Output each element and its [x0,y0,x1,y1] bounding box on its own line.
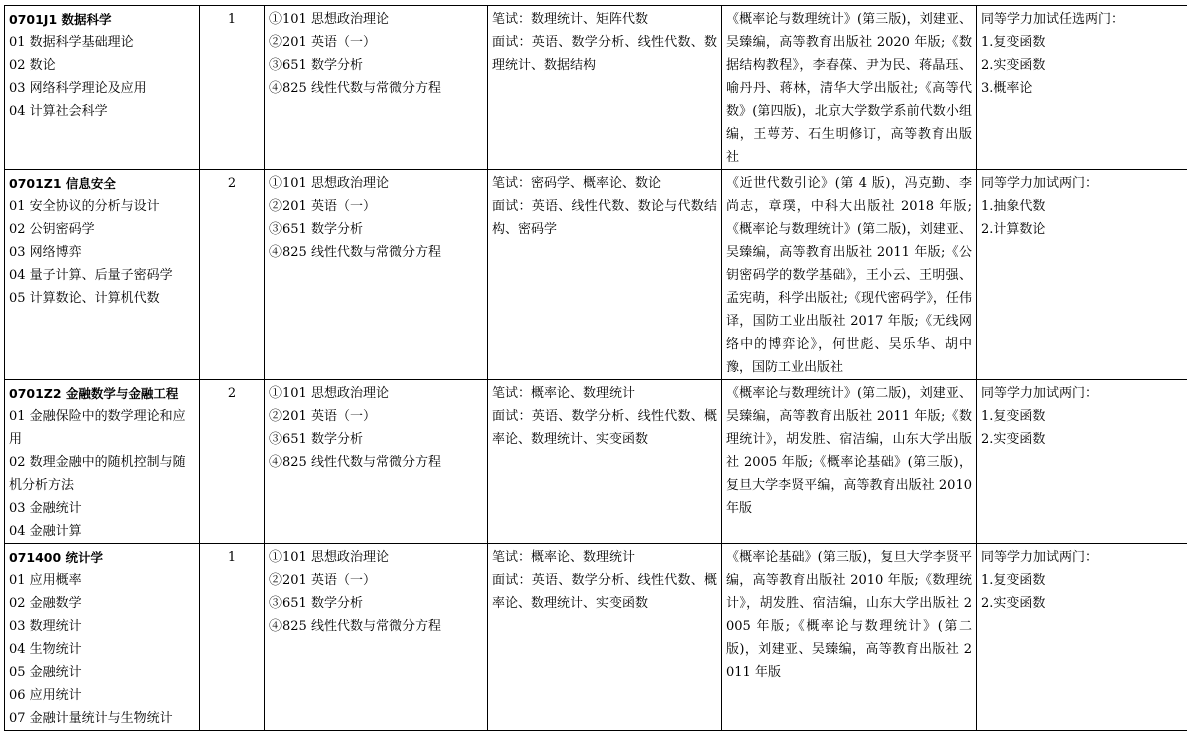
exam-subject: ①101 思想政治理论 [269,382,483,405]
exam-subject: ④825 线性代数与常微分方程 [269,451,483,474]
program-table [4,5,1187,731]
major-title: 0701Z1 信息安全 [9,172,195,195]
direction-item: 01 安全协议的分析与设计 [9,195,195,218]
major-cell [5,544,200,731]
retest-written: 笔试：概率论、数理统计 [492,382,717,405]
exam-subjects-cell [265,380,488,544]
major-cell [5,170,200,380]
major-title: 071400 统计学 [9,546,195,569]
exam-subject: ③651 数学分析 [269,592,483,615]
table-row [5,6,1187,170]
exam-subject: ①101 思想政治理论 [269,172,483,195]
retest-interview: 面试：英语、数学分析、线性代数、概率论、数理统计、实变函数 [492,405,717,451]
exam-subject: ④825 线性代数与常微分方程 [269,241,483,264]
note-line: 2.实变函数 [981,592,1187,615]
note-line: 1.复变函数 [981,569,1187,592]
retest-cell [488,6,722,170]
major-title: 0701Z2 金融数学与金融工程 [9,382,195,405]
exam-subject: ①101 思想政治理论 [269,546,483,569]
direction-item: 02 数论 [9,54,195,77]
note-line: 同等学力加试任选两门： [981,8,1187,31]
note-line: 1.抽象代数 [981,195,1187,218]
reference-books-cell: 《近世代数引论》(第 4 版)，冯克勤、李尚志，章璞，中科大出版社 2018 年版;《概率论与数理统计》(第二版)，刘建亚、吴臻编，高等教育出版社 2011 年版;《公钥密码学的数学基础》，王小云、王明强、孟宪萌，科学出版社;《现代密码学》，任伟译，国防工业出版社 2017 年版;《无线网络中的博弈论》，何世彪、吴乐华、胡中豫，国防工业出版社 [722,170,977,380]
exam-subject: ③651 数学分析 [269,428,483,451]
direction-item: 01 金融保险中的数学理论和应用 [9,405,195,451]
retest-written: 笔试：概率论、数理统计 [492,546,717,569]
direction-item: 03 网络科学理论及应用 [9,77,195,100]
exam-subject: ③651 数学分析 [269,218,483,241]
notes-cell [977,544,1187,731]
direction-item: 01 数据科学基础理论 [9,31,195,54]
retest-written: 笔试：密码学、概率论、数论 [492,172,717,195]
direction-item: 04 计算社会科学 [9,100,195,123]
direction-item: 06 应用统计 [9,684,195,707]
table-row [5,380,1187,544]
note-line: 2.实变函数 [981,428,1187,451]
exam-subject: ①101 思想政治理论 [269,8,483,31]
note-line: 2.实变函数 [981,54,1187,77]
note-line: 3.概率论 [981,77,1187,100]
note-line: 同等学力加试两门： [981,172,1187,195]
retest-interview: 面试：英语、数学分析、线性代数、概率论、数理统计、实变函数 [492,569,717,615]
table-row [5,544,1187,731]
enrollment-cell: 2 [200,170,265,380]
enrollment-cell: 2 [200,380,265,544]
reference-books-cell: 《概率论与数理统计》(第三版)，刘建亚、吴臻编，高等教育出版社 2020 年版;《数据结构教程》，李春葆、尹为民、蒋晶珏、喻丹丹、蒋林，清华大学出版社;《高等代数》(第四版)，北京大学数学系前代数小组编，王萼芳、石生明修订，高等教育出版社 [722,6,977,170]
exam-subject: ②201 英语（一） [269,195,483,218]
notes-cell [977,170,1187,380]
direction-item: 05 计算数论、计算机代数 [9,287,195,310]
reference-books-cell: 《概率论与数理统计》(第二版)，刘建亚、吴臻编，高等教育出版社 2011 年版;《数理统计》，胡发胜、宿洁编，山东大学出版社 2005 年版;《概率论基础》(第三版)，复旦大学李贤平编，高等教育出版社 2010 年版 [722,380,977,544]
direction-item: 07 金融计量统计与生物统计 [9,707,195,730]
note-line: 1.复变函数 [981,405,1187,428]
note-line: 1.复变函数 [981,31,1187,54]
direction-item: 02 金融数学 [9,592,195,615]
exam-subject: ④825 线性代数与常微分方程 [269,615,483,638]
direction-item: 04 金融计算 [9,520,195,543]
direction-item: 03 金融统计 [9,497,195,520]
direction-item: 01 应用概率 [9,569,195,592]
retest-interview: 面试：英语、数学分析、线性代数、数理统计、数据结构 [492,31,717,77]
enrollment-cell: 1 [200,6,265,170]
exam-subject: ②201 英语（一） [269,31,483,54]
retest-interview: 面试：英语、线性代数、数论与代数结构、密码学 [492,195,717,241]
exam-subject: ④825 线性代数与常微分方程 [269,77,483,100]
table-row [5,170,1187,380]
retest-written: 笔试：数理统计、矩阵代数 [492,8,717,31]
notes-cell [977,6,1187,170]
note-line: 同等学力加试两门： [981,546,1187,569]
direction-item: 04 生物统计 [9,638,195,661]
exam-subjects-cell [265,6,488,170]
note-line: 2.计算数论 [981,218,1187,241]
direction-item: 05 金融统计 [9,661,195,684]
exam-subject: ②201 英语（一） [269,405,483,428]
exam-subjects-cell [265,170,488,380]
reference-books-cell: 《概率论基础》(第三版)，复旦大学李贤平编，高等教育出版社 2010 年版;《数理统计》，胡发胜、宿洁编，山东大学出版社 2005 年版;《概率论与数理统计》(第二版)，刘建亚、吴臻编，高等教育出版社 2011 年版 [722,544,977,731]
direction-item: 02 公钥密码学 [9,218,195,241]
direction-item: 04 量子计算、后量子密码学 [9,264,195,287]
notes-cell [977,380,1187,544]
retest-cell [488,380,722,544]
direction-item: 03 网络博弈 [9,241,195,264]
retest-cell [488,544,722,731]
exam-subject: ②201 英语（一） [269,569,483,592]
enrollment-cell: 1 [200,544,265,731]
direction-item: 02 数理金融中的随机控制与随机分析方法 [9,451,195,497]
exam-subject: ③651 数学分析 [269,54,483,77]
major-cell [5,380,200,544]
major-cell [5,6,200,170]
retest-cell [488,170,722,380]
major-title: 0701J1 数据科学 [9,8,195,31]
note-line: 同等学力加试两门： [981,382,1187,405]
direction-item: 03 数理统计 [9,615,195,638]
exam-subjects-cell [265,544,488,731]
